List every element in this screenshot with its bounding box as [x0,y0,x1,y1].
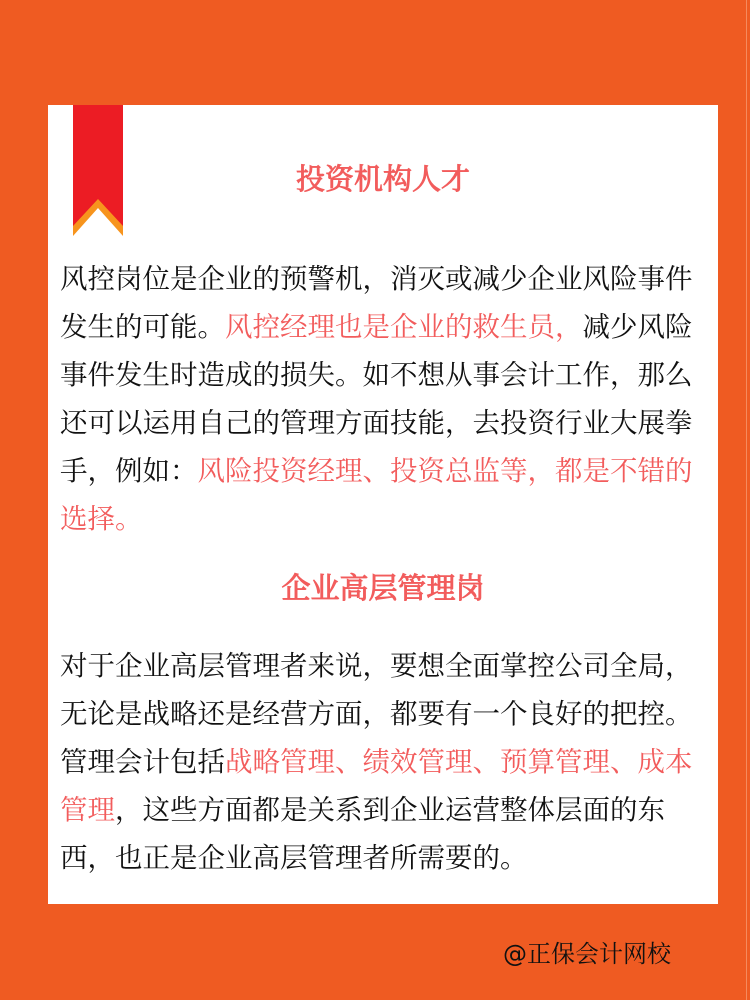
watermark-text: @正保会计网校 [503,940,671,968]
highlight-text: 风控经理也是企业的救生员， [225,311,583,343]
paragraph-text: 风控岗位是企业的预警机，消灭或减少企业风险事件发生的可能。 [60,263,693,343]
edge-line [746,0,747,1000]
paragraph-text: 对于企业高层管理者来说，要想全面掌控公司全局，无论是战略还是经营方面，都要有一个良好的把控。管理会计包括 [60,650,693,778]
section-paragraph-management [60,642,710,882]
section-title-investment: 投资机构人才 [295,162,470,196]
paragraph-text: 减少风险事件发生时造成的损失。如不想从事会计工作，那么还可以运用自己的管理方面技能，去投资行业大展拳手，例如： [60,311,693,487]
content-card [48,105,718,904]
highlight-text: 战略管理、绩效管理、预算管理、成本管理 [60,746,693,826]
paragraph-text: ，这些方面都是关系到企业运营整体层面的东西，也正是企业高层管理者所需要的。 [60,794,665,874]
highlight-text: 风险投资经理、投资总监等，都是不错的选择。 [60,455,693,535]
section-title-management: 企业高层管理岗 [281,571,485,605]
section-paragraph-investment [60,255,710,543]
